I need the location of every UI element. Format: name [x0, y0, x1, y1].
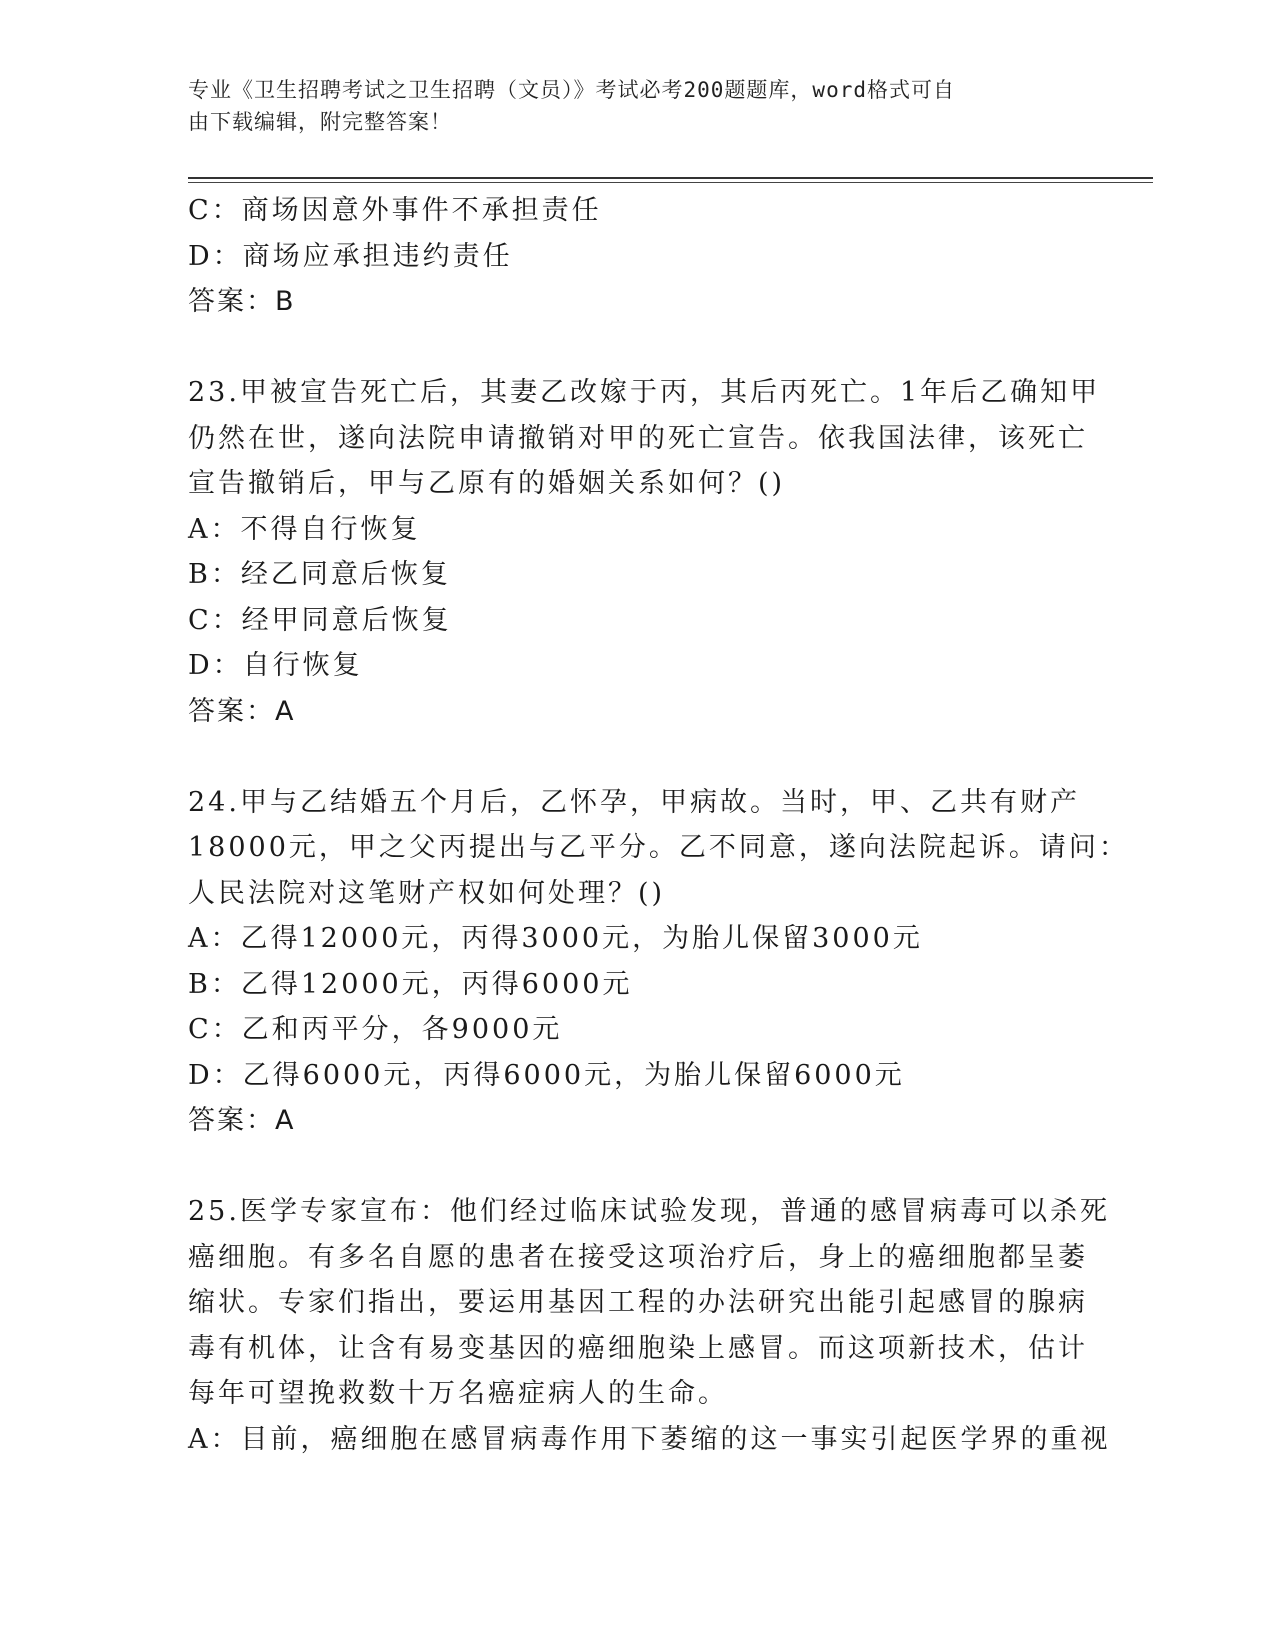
q23-stem-line-1: 23.甲被宣告死亡后，其妻乙改嫁于丙，其后丙死亡。1年后乙确知甲: [188, 377, 1101, 408]
q24-answer: 答案：A: [188, 1105, 296, 1136]
q23-stem-line-2: 仍然在世，遂向法院申请撤销对甲的死亡宣告。依我国法律，该死亡: [188, 422, 1088, 454]
question-24: [188, 780, 1129, 1144]
q23-stem-line-3: 宣告撤销后，甲与乙原有的婚姻关系如何？(): [188, 468, 786, 499]
q25-stem-line-5: 每年可望挽救数十万名癌症病人的生命。: [188, 1378, 728, 1409]
header-line-1: 专业《卫生招聘考试之卫生招聘（文员）》考试必考200题题库，word格式可自: [188, 78, 955, 102]
document-header: [188, 74, 1068, 138]
q23-option-c: C：经甲同意后恢复: [188, 604, 452, 636]
q24-option-b: B：乙得12000元，丙得6000元: [188, 968, 633, 1000]
question-content: [188, 188, 1129, 1462]
q25-option-a: A：目前，癌细胞在感冒病毒作用下萎缩的这一事实引起医学界的重视: [188, 1423, 1111, 1455]
q23-option-a: A：不得自行恢复: [188, 513, 421, 545]
spacer: [188, 325, 1088, 371]
q24-option-d: D：乙得6000元，丙得6000元，为胎儿保留6000元: [188, 1059, 905, 1091]
q24-stem-line-1: 24.甲与乙结婚五个月后，乙怀孕，甲病故。当时，甲、乙共有财产: [188, 786, 1080, 818]
header-divider-thick: [188, 177, 1153, 179]
q25-stem-line-2: 癌细胞。有多名自愿的患者在接受这项治疗后，身上的癌细胞都呈萎: [188, 1241, 1088, 1273]
q22-option-c: C：商场因意外事件不承担责任: [188, 195, 602, 226]
spacer: [188, 1144, 1088, 1190]
q24-stem-line-2: 18000元，甲之父丙提出与乙平分。乙不同意，遂向法院起诉。请问：: [188, 832, 1129, 863]
q23-option-d: D：自行恢复: [188, 650, 363, 681]
spacer: [188, 734, 1088, 780]
q24-option-a: A：乙得12000元，丙得3000元，为胎儿保留3000元: [188, 923, 923, 954]
header-line-2: 由下载编辑，附完整答案！: [188, 110, 452, 134]
q25-stem-line-3: 缩状。专家们指出，要运用基因工程的办法研究出能引起感冒的腺病: [188, 1287, 1088, 1318]
q24-stem-line-3: 人民法院对这笔财产权如何处理？(): [188, 877, 666, 909]
q25-stem-line-4: 毒有机体，让含有易变基因的癌细胞染上感冒。而这项新技术，估计: [188, 1332, 1088, 1364]
question-22: [188, 188, 1088, 325]
q22-answer: 答案：B: [188, 286, 296, 317]
header-divider-thin: [188, 182, 1153, 183]
q25-stem-line-1: 25.医学专家宣布：他们经过临床试验发现，普通的感冒病毒可以杀死: [188, 1196, 1110, 1227]
question-25: [188, 1189, 1111, 1462]
q24-option-c: C：乙和丙平分，各9000元: [188, 1014, 563, 1045]
q22-option-d: D：商场应承担违约责任: [188, 240, 513, 272]
q23-option-b: B：经乙同意后恢复: [188, 559, 451, 590]
question-23: [188, 370, 1101, 734]
q23-answer: 答案：A: [188, 695, 296, 727]
